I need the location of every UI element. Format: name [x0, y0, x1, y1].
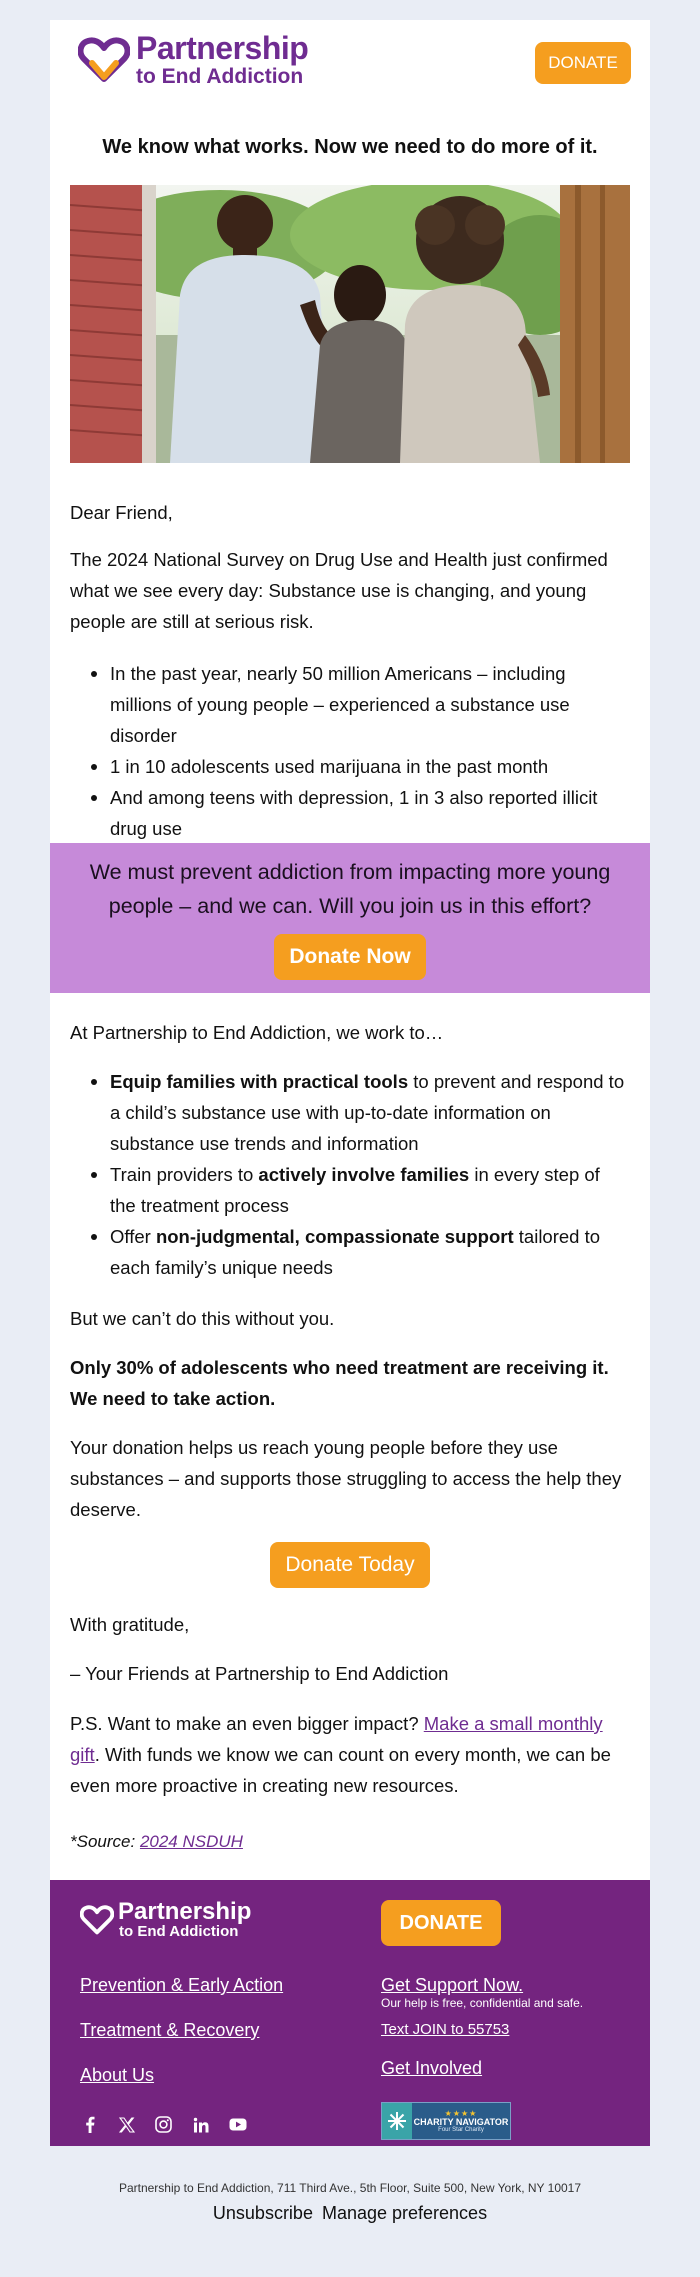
footer-logo-line-1: Partnership: [118, 1898, 252, 1925]
closing: With gratitude,: [70, 1614, 190, 1635]
list-item-text: in every step of the treatment process: [110, 1164, 600, 1216]
unsubscribe-link[interactable]: Unsubscribe: [212, 2203, 313, 2223]
support-subtext: Our help is free, confidential and safe.: [381, 1996, 584, 2010]
list-item: [70, 1159, 630, 1221]
list-item: And among teens with depression, 1 in 3 also reported illicit drug use: [70, 782, 630, 844]
charity-navigator-badge[interactable]: [381, 2102, 511, 2140]
brand-logo[interactable]: [78, 32, 308, 87]
ps-text: P.S. Want to make an even bigger impact?: [70, 1713, 424, 1734]
instagram-icon[interactable]: [154, 2115, 173, 2134]
prevention-link[interactable]: Prevention & Early Action: [80, 1975, 284, 1995]
list-item-text: Train providers to: [110, 1164, 259, 1185]
call-to-action-band: [50, 843, 650, 993]
list-item: [70, 1221, 630, 1283]
social-links: [80, 2115, 247, 2134]
youtube-icon[interactable]: [228, 2115, 247, 2134]
key-stat-paragraph: Only 30% of adolescents who need treatment are receiving it. We need to take action.: [70, 1357, 609, 1409]
email-footer: [50, 1880, 650, 2146]
text-join-link[interactable]: Text JOIN to 55753: [381, 2021, 510, 2038]
rating-stars: ★★★★: [444, 2108, 478, 2118]
greeting: Dear Friend,: [70, 502, 173, 523]
subscription-links: [0, 2203, 700, 2224]
footer-logo-line-2: to End Addiction: [119, 1923, 239, 1940]
header-donate-button[interactable]: DONATE: [535, 42, 631, 84]
linkedin-icon[interactable]: [191, 2115, 210, 2134]
hero-photo: [70, 185, 630, 463]
email-card: [50, 20, 650, 2146]
source-label: *Source:: [70, 1832, 140, 1851]
mailing-address: Partnership to End Addiction, 711 Third Ave., 5th Floor, Suite 500, New York, NY 10017: [118, 2181, 582, 2195]
tagline-heading: We know what works. Now we need to do more of it.: [102, 136, 598, 158]
list-item-text: Offer: [110, 1226, 156, 1247]
list-item-bold: actively involve families: [258, 1164, 470, 1185]
logo-line-2: to End Addiction: [136, 65, 304, 88]
get-involved-link[interactable]: Get Involved: [381, 2058, 483, 2078]
nsduh-source-link[interactable]: 2024 NSDUH: [139, 1832, 243, 1851]
ps-paragraph: [70, 1708, 630, 1801]
x-icon[interactable]: [117, 2115, 136, 2134]
list-item-text: tailored to each family’s unique needs: [110, 1226, 601, 1278]
donate-now-button[interactable]: Donate Now: [274, 934, 426, 980]
band-message: We must prevent addiction from impacting more young people – and we can. Will you join us in this effort?: [89, 860, 611, 918]
get-support-link[interactable]: Get Support Now.: [381, 1975, 524, 1995]
facebook-icon[interactable]: [80, 2115, 99, 2134]
email-header: [50, 20, 650, 130]
work-list: [70, 1066, 630, 1283]
list-item: 1 in 10 adolescents used marijuana in the past month: [70, 751, 630, 782]
manage-preferences-link[interactable]: Manage preferences: [321, 2203, 488, 2223]
monthly-gift-link[interactable]: Make a small monthly gift: [70, 1713, 603, 1765]
about-us-link[interactable]: About Us: [80, 2065, 155, 2085]
donate-today-button[interactable]: Donate Today: [270, 1542, 430, 1588]
heart-logo-icon: [80, 1905, 114, 1935]
list-item-text: to prevent and respond to a child’s substance use with up-to-date information on substance use trends and information: [110, 1071, 625, 1154]
list-item-bold: Equip families with practical tools: [110, 1071, 409, 1092]
ps-text: . With funds we know we can count on every month, we can be even more proactive in creating new resources.: [70, 1744, 611, 1796]
heart-logo-icon: [78, 37, 130, 83]
logo-line-1: Partnership: [136, 30, 309, 66]
stats-list: [70, 658, 630, 844]
work-intro: At Partnership to End Addiction, we work to…: [70, 1022, 444, 1043]
charity-navigator-icon: [382, 2103, 412, 2139]
intro-paragraph: The 2024 National Survey on Drug Use and Health just confirmed what we see every day: Substance use is changing, and young people are still at serious risk.: [70, 549, 608, 632]
source-note: [70, 1832, 243, 1852]
donation-paragraph: Your donation helps us reach young people before they use substances – and supports those struggling to access the help they deserve.: [70, 1437, 622, 1520]
badge-subtitle: Four Star Charity: [438, 2126, 484, 2133]
footer-logo[interactable]: [80, 1900, 251, 1939]
footer-donate-button[interactable]: DONATE: [381, 1900, 501, 1946]
cant-do-paragraph: But we can’t do this without you.: [70, 1308, 335, 1329]
list-item: [70, 1066, 630, 1159]
treatment-link[interactable]: Treatment & Recovery: [80, 2020, 260, 2040]
list-item-bold: non-judgmental, compassionate support: [155, 1226, 514, 1247]
badge-name: CHARITY NAVIGATOR: [413, 2116, 509, 2127]
list-item: In the past year, nearly 50 million Americans – including millions of young people – experienced a substance use disorder: [70, 658, 630, 751]
signature: – Your Friends at Partnership to End Addiction: [70, 1663, 449, 1684]
